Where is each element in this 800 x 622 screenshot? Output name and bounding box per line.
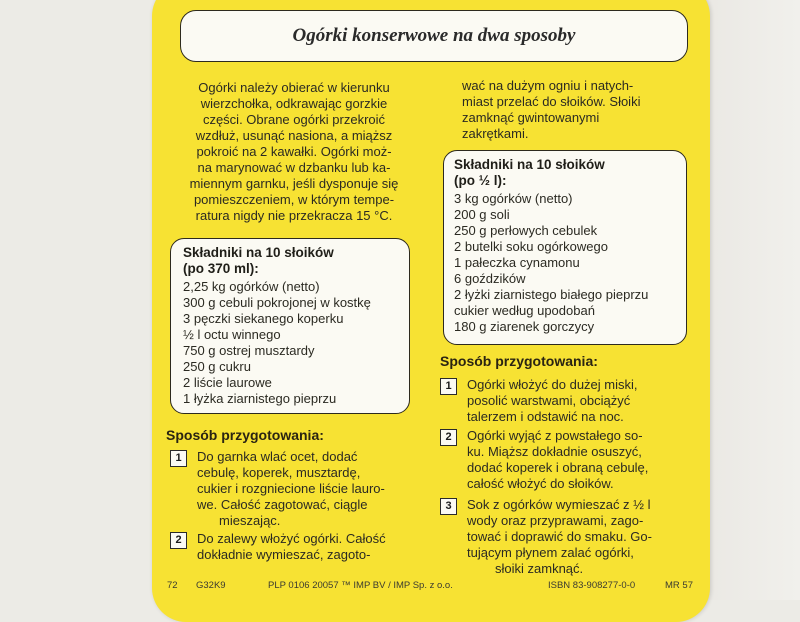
title-box (180, 10, 688, 62)
recipe2-step-3 (440, 497, 652, 577)
ingredients-subtitle: (po ½ l): (454, 173, 507, 188)
ingredient-item: ½ l octu winnego (183, 327, 281, 342)
step-number: 2 (170, 532, 187, 549)
page-number: 72 (167, 580, 178, 591)
step-text: Do zalewy włożyć ogórki. Całość dokładnie wymieszać, zagoto- (197, 531, 386, 562)
ingredients-list-1 (183, 279, 409, 407)
publisher-line: PLP 0106 20057 ™ IMP BV / IMP Sp. z o.o. (268, 580, 453, 591)
ingredient-item: 250 g perłowych cebulek (454, 223, 598, 238)
ingredients-box-2 (443, 150, 687, 345)
ingredient-item: 180 g ziarenek gorczycy (454, 319, 595, 334)
ingredients-list-2 (454, 191, 686, 335)
step-text: Sok z ogórków wymieszać z ½ l wody oraz przyprawami, zago- tować i doprawić do smaku. Go- tującym płynem zalać ogórki, słoiki zamknąć. (467, 497, 652, 576)
ingredient-item: 1 łyżka ziarnistego pieprzu (183, 391, 337, 406)
ingredients-title: Składniki na 10 słoików (183, 245, 334, 260)
step-number: 1 (440, 378, 457, 395)
step-number: 1 (170, 450, 187, 467)
recipe2-step-1 (440, 377, 638, 425)
ingredients-title: Składniki na 10 słoików (454, 157, 605, 172)
ingredient-item: 6 goździków (454, 271, 526, 286)
mr-code: MR 57 (665, 580, 693, 591)
method-title-2: Sposób przygotowania: (440, 353, 598, 369)
ingredient-item: 250 g cukru (183, 359, 251, 374)
ingredient-item: 750 g ostrej musztardy (183, 343, 315, 358)
recipe1-step-2 (170, 531, 386, 563)
ingredient-item: 2 liście laurowe (183, 375, 272, 390)
step-text: Ogórki wyjąć z powstałego so- ku. Miąższ dokładnie osuszyć, dodać koperek i obraną cebulę, całość włożyć do słoików. (467, 428, 649, 491)
intro-text-left: Ogórki należy obierać w kierunku wierzchołka, odkrawając gorzkie części. Obrane ogórki przekroić wzdłuż, usunąć nasiona, a miąższ pokroić na 2 kawałki. Ogórki moż- na marynować w dzbanku lub ka- miennym garnku, jeśli dysponuje się pomieszczeniem, w którym tempe- ratura nigdy nie przekracza 15 °C. (189, 80, 399, 223)
recipe2-step-2 (440, 428, 648, 492)
step-number: 3 (440, 498, 457, 515)
ingredient-item: 3 kg ogórków (netto) (454, 191, 573, 206)
ingredient-item: 300 g cebuli pokrojonej w kostkę (183, 295, 371, 310)
step-text: Do garnka wlać ocet, dodać cebulę, koperek, musztardę, cukier i rozgniecione liście lauro- we. Całość zagotować, ciągle mieszając. (197, 449, 385, 528)
ingredients-subtitle: (po 370 ml): (183, 261, 259, 276)
recipe-title: Ogórki konserwowe na dwa sposoby (292, 25, 576, 46)
ingredient-item: cukier według upodobań (454, 303, 595, 318)
ingredients-box-1 (170, 238, 410, 414)
step-text: Ogórki włożyć do dużej miski, posolić warstwami, obciążyć talerzem i odstawić na noc. (467, 377, 638, 424)
ingredient-item: 2 butelki soku ogórkowego (454, 239, 608, 254)
ingredient-item: 200 g soli (454, 207, 510, 222)
isbn: ISBN 83-908277-0-0 (548, 580, 636, 591)
recipe1-step-1 (170, 449, 385, 529)
intro-text-right: wać na dużym ogniu i natych- miast przelać do słoików. Słoiki zamknąć gwintowanymi zakrętkami. (462, 78, 641, 141)
ingredient-item: 3 pęczki siekanego koperku (183, 311, 344, 326)
method-title-1: Sposób przygotowania: (166, 427, 324, 443)
ingredient-item: 1 pałeczka cynamonu (454, 255, 580, 270)
ingredient-item: 2 łyżki ziarnistego białego pieprzu (454, 287, 649, 302)
step-number: 2 (440, 429, 457, 446)
book-code: G32K9 (196, 580, 226, 591)
ingredient-item: 2,25 kg ogórków (netto) (183, 279, 320, 294)
